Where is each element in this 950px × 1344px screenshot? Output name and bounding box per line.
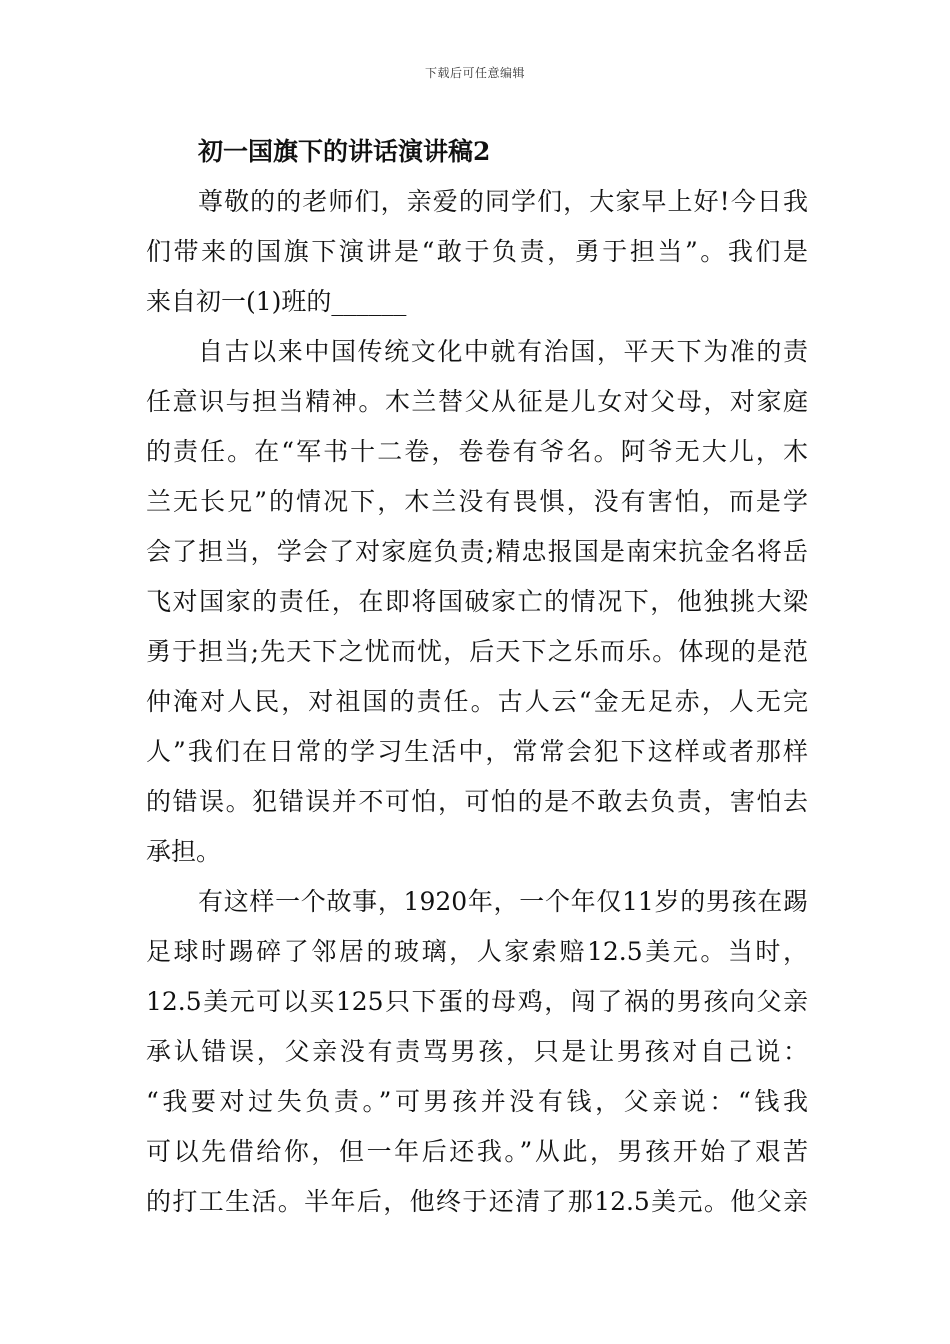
document-body bbox=[146, 127, 808, 1227]
paragraph-tradition bbox=[146, 327, 808, 877]
text-line: “我要对过失负责。”可男孩并没有钱，父亲说：“钱我 bbox=[146, 1087, 808, 1116]
paragraph-greeting bbox=[146, 177, 808, 327]
text-line: 仲淹对人民，对祖国的责任。古人云“金无足赤，人无完 bbox=[146, 687, 808, 716]
text-line: 任意识与担当精神。木兰替父从征是儿女对父母，对家庭 bbox=[146, 387, 808, 416]
text-line: 足球时踢碎了邻居的玻璃，人家索赔12.5美元。当时， bbox=[146, 937, 808, 966]
text-line: 兰无长兄”的情况下，木兰没有畏惧，没有害怕，而是学 bbox=[146, 487, 808, 516]
text-line: 们带来的国旗下演讲是“敢于负责，勇于担当”。我们是 bbox=[146, 237, 808, 266]
text-line: 承担。 bbox=[146, 837, 222, 866]
text-line: 12.5美元可以买125只下蛋的母鸡，闯了祸的男孩向父亲 bbox=[146, 987, 808, 1016]
text-line: 承认错误，父亲没有责骂男孩，只是让男孩对自己说： bbox=[146, 1037, 808, 1066]
text-line: 人”我们在日常的学习生活中，常常会犯下这样或者那样 bbox=[146, 737, 808, 766]
text-line: 会了担当，学会了对家庭负责;精忠报国是南宋抗金名将岳 bbox=[146, 537, 808, 566]
text-line: 飞对国家的责任，在即将国破家亡的情况下，他独挑大梁 bbox=[146, 587, 808, 616]
paragraph-story bbox=[146, 877, 808, 1227]
text-line: 有这样一个故事，1920年，一个年仅11岁的男孩在踢 bbox=[198, 887, 808, 916]
text-line: 的打工生活。半年后，他终于还清了那12.5美元。他父亲 bbox=[146, 1187, 808, 1216]
text-line: 自古以来中国传统文化中就有治国，平天下为准的责 bbox=[198, 337, 808, 366]
document-title: 初一国旗下的讲话演讲稿2 bbox=[198, 137, 491, 166]
text-line: 可以先借给你，但一年后还我。”从此，男孩开始了艰苦 bbox=[146, 1137, 808, 1166]
text-line: 尊敬的的老师们，亲爱的同学们，大家早上好!今日我 bbox=[198, 187, 808, 216]
text-line: 的责任。在“军书十二卷，卷卷有爷名。阿爷无大儿，木 bbox=[146, 437, 808, 466]
text-line: 来自初一(1)班的______ bbox=[146, 287, 407, 316]
text-line: 勇于担当;先天下之忧而忧，后天下之乐而乐。体现的是范 bbox=[146, 637, 808, 666]
header-note: 下载后可任意编辑 bbox=[424, 66, 525, 80]
text-line: 的错误。犯错误并不可怕，可怕的是不敢去负责，害怕去 bbox=[146, 787, 808, 816]
